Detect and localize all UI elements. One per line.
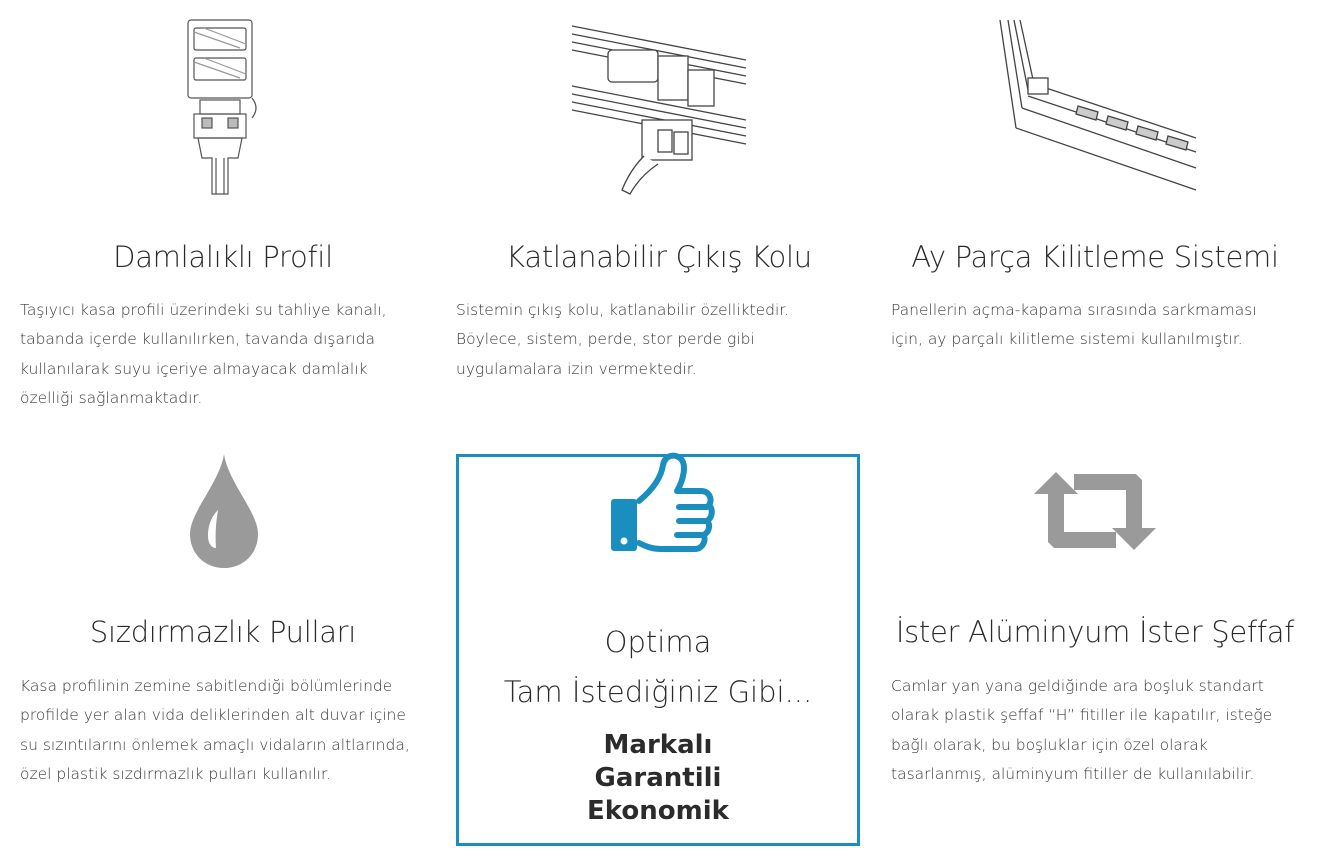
feature-title-crescent-lock: Ay Parça Kilitleme Sistemi bbox=[911, 240, 1279, 274]
feature-title-aluminium-or-clear: İster Alüminyum İster Şeffaf bbox=[895, 615, 1295, 649]
crescent-lock-illustration bbox=[998, 18, 1198, 194]
folding-handle-illustration bbox=[570, 20, 750, 196]
swap-arrows-icon bbox=[1034, 472, 1156, 550]
feature-title-drip-profile: Damlalıklı Profil bbox=[113, 240, 333, 274]
promo-box bbox=[456, 454, 860, 846]
promo-point-branded: Markalı bbox=[603, 730, 713, 760]
thumbs-up-icon bbox=[609, 451, 715, 565]
feature-title-sealing-washers: Sızdırmazlık Pulları bbox=[89, 615, 357, 649]
promo-point-guaranteed: Garantili bbox=[594, 763, 722, 793]
feature-desc-drip-profile: Taşıyıcı kasa profili üzerindeki su tahliye kanalı, tabanda içerde kullanılırken, tavanda dışarıda kullanılarak suyu içeriye almayacak damlalık özelliği sağlanmaktadır. bbox=[20, 301, 387, 407]
feature-desc-crescent-lock: Panellerin açma-kapama sırasında sarkmaması için, ay parçalı kilitleme sistemi kullanılmıştır. bbox=[891, 301, 1257, 349]
feature-desc-aluminium-or-clear: Camlar yan yana geldiğinde ara boşluk standart olarak plastik şeffaf “H” fitiller ile kapatılır, isteğe bağlı olarak, bu boşluklar için özel olarak tasarlanmış, alüminyum fitiller de kullanılabilir. bbox=[891, 677, 1273, 783]
feature-desc-folding-handle: Sistemin çıkış kolu, katlanabilir özelliktedir. Böylece, sistem, perde, stor perde gibi uygulamalara izin vermektedir. bbox=[456, 301, 790, 378]
promo-tagline: Tam İstediğiniz Gibi... bbox=[503, 675, 813, 709]
promo-point-economic: Ekonomik bbox=[587, 796, 729, 826]
water-drop-icon bbox=[188, 452, 260, 570]
drip-profile-illustration bbox=[180, 18, 265, 196]
feature-desc-sealing-washers: Kasa profilinin zemine sabitlendiği bölümlerinde profilde yer alan vida deliklerinden alt duvar içine su sızıntılarını önlemek amaçlı vidaların altlarında, özel plastik sızdırmazlık pulları kullanılır. bbox=[20, 677, 410, 783]
promo-brand: Optima bbox=[604, 625, 712, 659]
feature-title-folding-handle: Katlanabilir Çıkış Kolu bbox=[506, 240, 812, 274]
